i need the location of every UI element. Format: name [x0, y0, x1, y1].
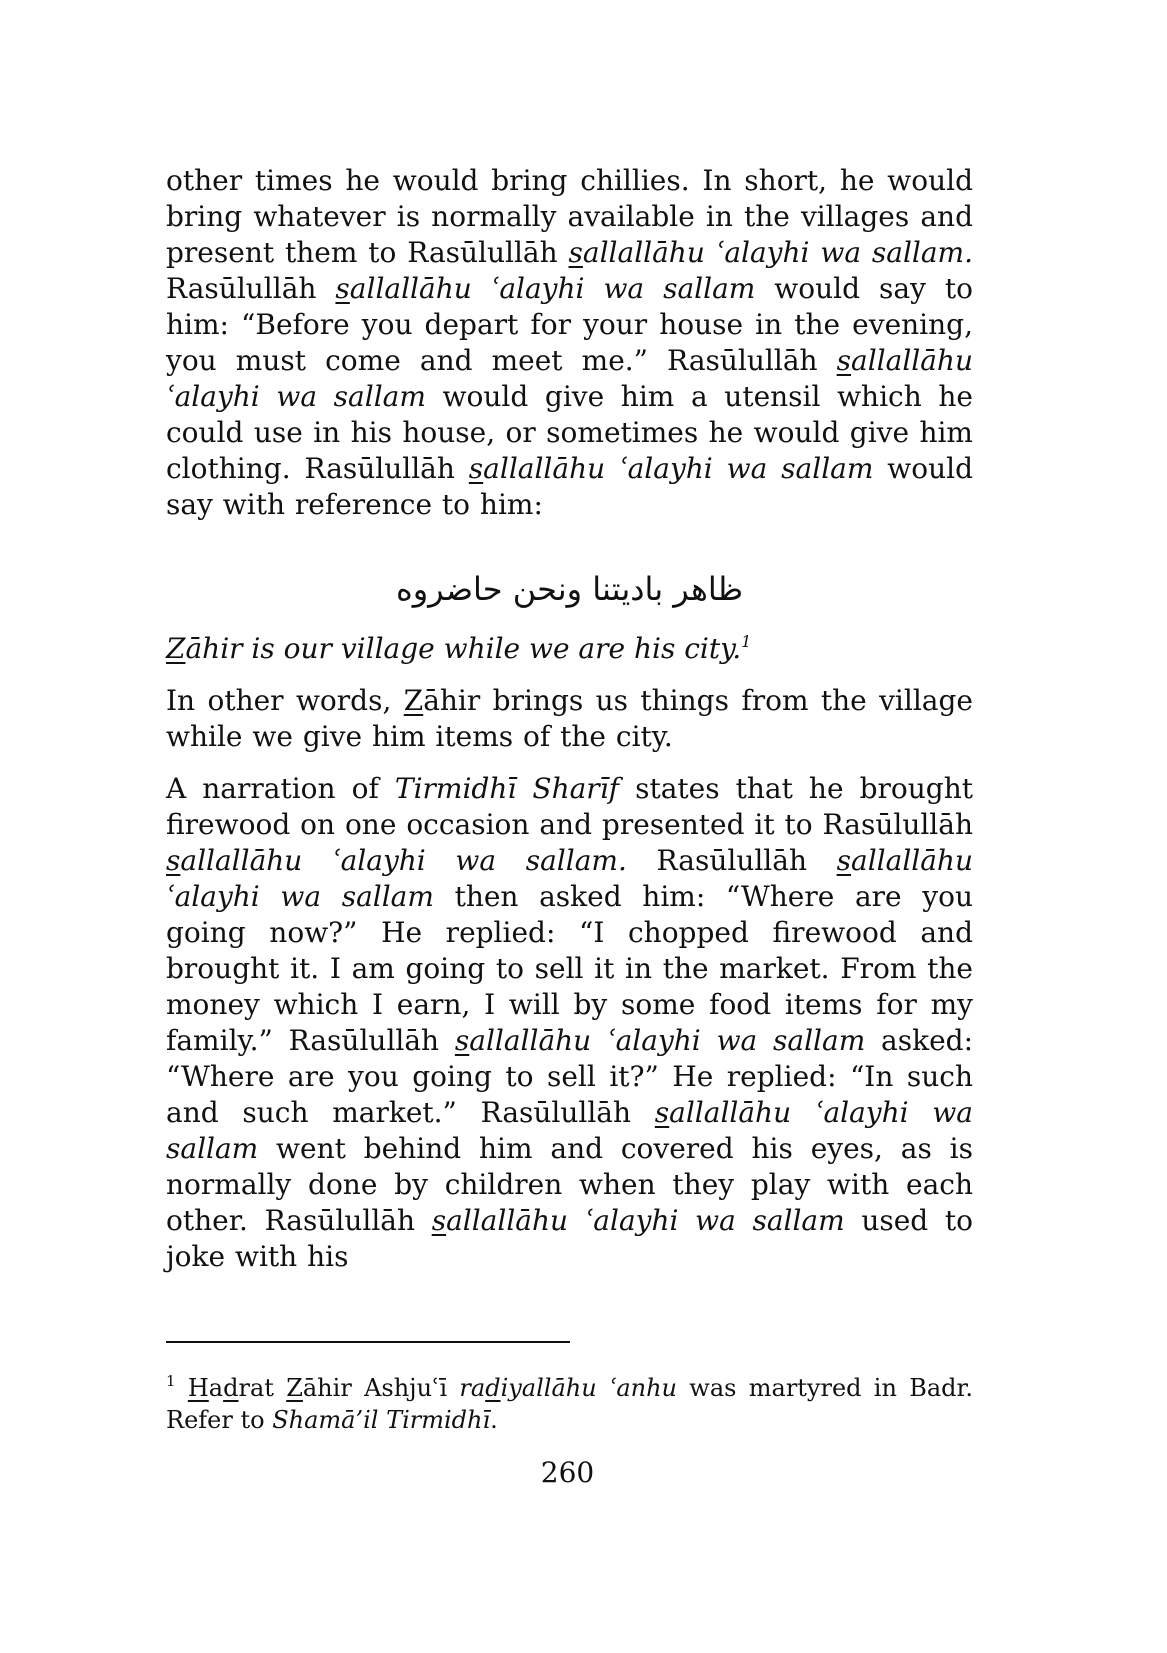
body-text: [166, 163, 973, 1275]
paragraph-3: A narration of Tirmidhī Sharīf states that he brought firewood on one occasion and presented it to Rasūlullāh sallallāhu ʿalayhi wa sallam. Rasūlullāh sallallāhu ʿalayhi wa sallam then asked him: “Where are you going now?” He replied: “I chopped firewood and brought it. I am going to sell it in the market. From the money which I earn, I will by some food items for my family.” Rasūlullāh sallallāhu ʿalayhi wa sallam asked: “Where are you going to sell it?” He replied: “In such and such market.” Rasūlullāh sallallāhu ʿalayhi wa sallam went behind him and covered his eyes, as is normally done by children when they play with each other. Rasūlullāh sallallāhu ʿalayhi wa sallam used to joke with his: [166, 772, 974, 1273]
footnote-number: 1: [166, 1372, 176, 1390]
paragraph-1: other times he would bring chillies. In short, he would bring whatever is normally available in the villages and present them to Rasūlullāh sallallāhu ʿalayhi wa sallam. Rasūlullāh sallallāhu ʿalayhi wa sallam would say to him: “Before you depart for your house in the evening, you must come and meet me.” Rasūlullāh sallallāhu ʿalayhi wa sallam would give him a utensil which he could use in his house, or sometimes he would give him clothing. Rasūlullāh sallallāhu ʿalayhi wa sallam would say with reference to him:: [166, 164, 974, 521]
quote-translation: Zāhir is our village while we are his city.$^1$: [166, 632, 752, 665]
salutation-honorific: sallallāhu ʿalayhi wa sallam: [166, 344, 973, 413]
salutation-honorific: radiyallāhu ʿanhu: [459, 1374, 678, 1402]
footnote-reference: 1: [741, 632, 752, 651]
salutation-honorific: sallallāhu ʿalayhi wa sallam.: [166, 844, 627, 877]
salutation-honorific: sallallāhu ʿalayhi wa sallam.: [568, 236, 973, 269]
salutation-honorific: sallallāhu ʿalayhi wa sallam: [166, 1096, 973, 1165]
salutation-honorific: sallallāhu ʿalayhi wa sallam: [335, 272, 756, 305]
paragraph-2: In other words, Zāhir brings us things from the village while we give him items of the city.: [166, 684, 973, 753]
footnote: $^1$ Hadrat Zāhir Ashjuʿī radiyallāhu ʿanhu was martyred in Badr. Refer to Shamā’il Tirmidhī.: [166, 1372, 973, 1434]
salutation-honorific: sallallāhu ʿalayhi wa sallam: [431, 1204, 845, 1237]
footnote-separator: [166, 1341, 570, 1343]
salutation-honorific: sallallāhu ʿalayhi wa sallam: [454, 1024, 866, 1057]
page-number: 260: [540, 1456, 595, 1489]
arabic-quote: ظاهر باديتنا ونحن حاضروه: [395, 570, 744, 608]
book-title: Shamā’il Tirmidhī: [272, 1406, 491, 1434]
book-title: Tirmidhī Sharīf: [394, 772, 620, 805]
salutation-honorific: sallallāhu ʿalayhi wa sallam: [468, 452, 874, 485]
salutation-honorific: sallallāhu ʿalayhi wa sallam: [166, 844, 973, 913]
